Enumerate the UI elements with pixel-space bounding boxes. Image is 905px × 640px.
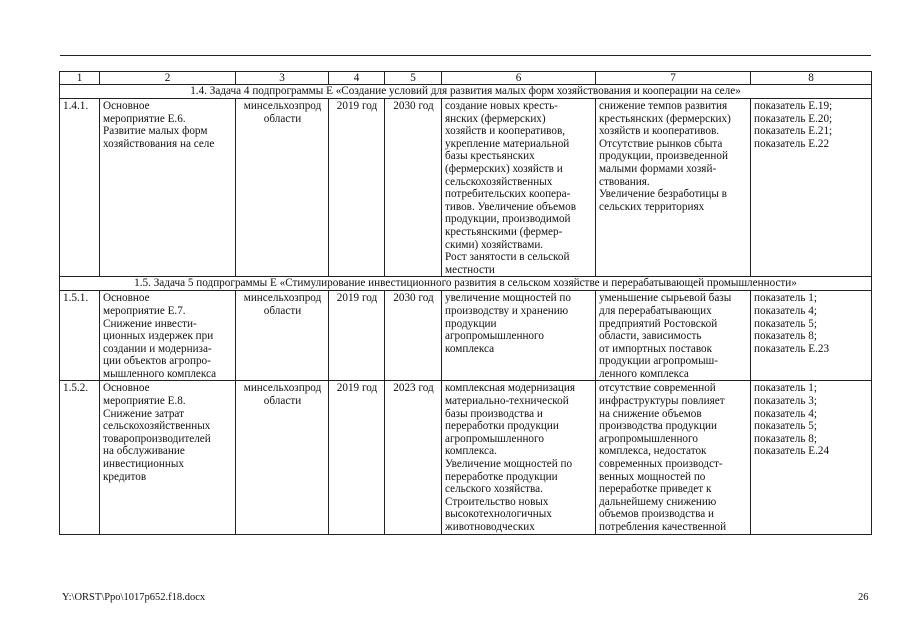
section-title: 1.5. Задача 5 подпрограммы Е «Стимулирование инвестиционного развития в сельском хозяйстве и перерабатывающей промышленности» [60,277,872,291]
document-file-path: Y:\ORST\Ppo\1017p652.f18.docx [62,592,206,603]
linked-indicators: показатель Е.19; показатель Е.20; показатель Е.21; показатель Е.22 [751,99,872,277]
row-number: 1.4.1. [60,99,100,277]
table-row [60,381,872,534]
linked-indicators: показатель 1; показатель 4; показатель 5; показатель 8; показатель Е.23 [751,291,872,381]
expected-result: комплексная модернизация материально-технической базы производства и переработки продукции агропромышленного комплекса. Увеличение мощностей по переработке продукции сельского хозяйства. Строительство новых высокотехнологичных животноводческих [442,381,596,534]
column-number-row [60,72,872,85]
table-row [60,291,872,381]
col-number-4: 4 [329,72,385,85]
section-header [60,277,872,291]
table-row [60,99,872,277]
measures-table [59,71,872,535]
col-number-2: 2 [100,72,236,85]
measure-name: Основное мероприятие Е.8. Снижение затрат сельскохозяйственных товаропроизводителей на обслуживание инвестиционных кредитов [100,381,236,534]
non-implementation-consequence: отсутствие современной инфраструктуры повлияет на снижение объемов производства продукции агропромышленного комплекса, недостаток современных производст- венных мощностей по переработке приведет к дальнейшему снижению объемов производства и потребления качественной [596,381,751,534]
non-implementation-consequence: уменьшение сырьевой базы для перерабатывающих предприятий Ростовской области, зависимость от импортных поставок продукции агропромыш- ленного комплекса [596,291,751,381]
executor: минсельхозпрод области [236,291,329,381]
row-number: 1.5.1. [60,291,100,381]
start-year: 2019 год [329,99,385,277]
expected-result: создание новых кресть- янских (фермерских) хозяйств и кооперативов, укрепление материальной базы крестьянских (фермерских) хозяйств и сельскохозяйственных потребительских коопера- тивов. Увеличение объемов продукции, производимой крестьянскими (фермер- скими) хозяйствами. Рост занятости в сельской местности [442,99,596,277]
col-number-8: 8 [751,72,872,85]
end-year: 2030 год [385,291,442,381]
col-number-1: 1 [60,72,100,85]
col-number-3: 3 [236,72,329,85]
section-title: 1.4. Задача 4 подпрограммы Е «Создание условий для развития малых форм хозяйствования и кооперации на селе» [60,85,872,99]
expected-result: увеличение мощностей по производству и хранению продукции агропромышленного комплекса [442,291,596,381]
non-implementation-consequence: снижение темпов развития крестьянских (фермерских) хозяйств и кооперативов. Отсутствие рынков сбыта продукции, произведенной малыми формами хозяй- ствования. Увеличение безработицы в сельских территориях [596,99,751,277]
col-number-7: 7 [596,72,751,85]
linked-indicators: показатель 1; показатель 3; показатель 4; показатель 5; показатель 8; показатель Е.24 [751,381,872,534]
start-year: 2019 год [329,291,385,381]
header-rule [60,55,871,56]
start-year: 2019 год [329,381,385,534]
measure-name: Основное мероприятие Е.6. Развитие малых форм хозяйствования на селе [100,99,236,277]
section-header [60,85,872,99]
measure-name: Основное мероприятие Е.7. Снижение инвести- ционных издержек при создании и модерниза- ции объектов агропро- мышленного комплекса [100,291,236,381]
end-year: 2030 год [385,99,442,277]
page-number: 26 [858,592,869,603]
executor: минсельхозпрод области [236,381,329,534]
executor: минсельхозпрод области [236,99,329,277]
col-number-5: 5 [385,72,442,85]
col-number-6: 6 [442,72,596,85]
row-number: 1.5.2. [60,381,100,534]
end-year: 2023 год [385,381,442,534]
